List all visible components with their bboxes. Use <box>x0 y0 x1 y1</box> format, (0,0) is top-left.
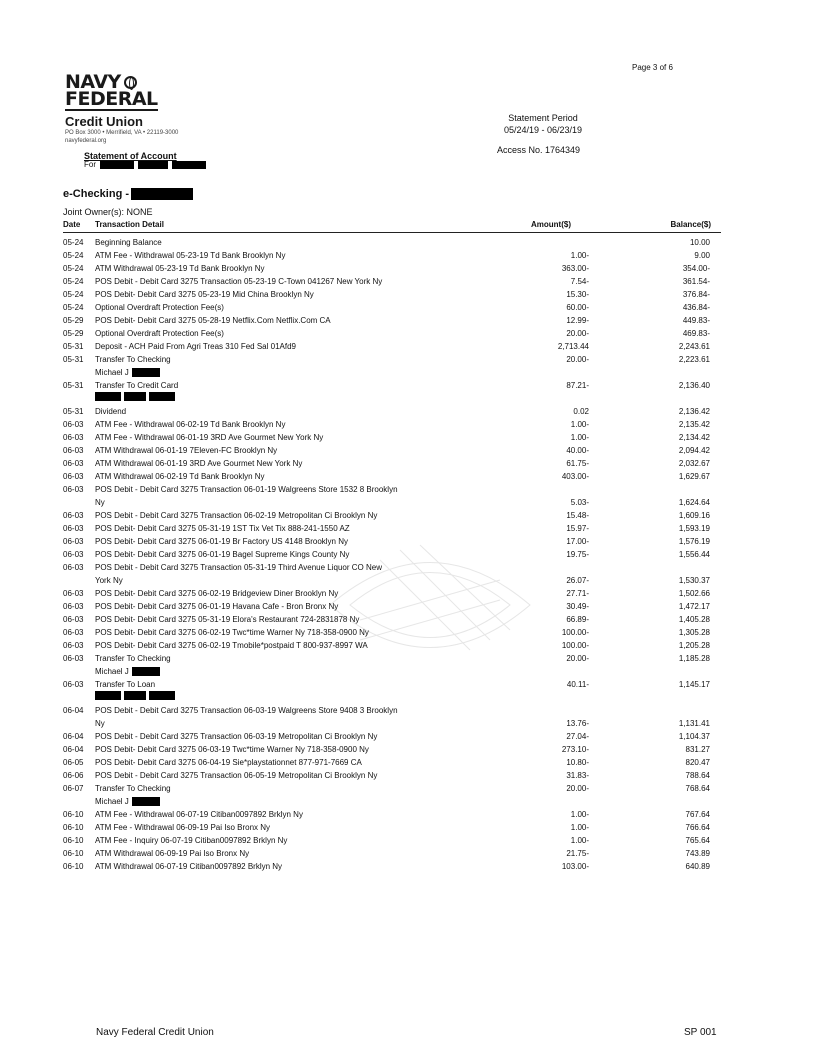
transaction-balance: 640.89 <box>685 862 710 871</box>
transaction-detail: POS Debit - Debit Card 3275 Transaction 06-01-19 Walgreens Store 1532 8 Brooklyn <box>95 485 398 494</box>
transaction-amount: 1.00- <box>570 420 589 429</box>
transaction-row <box>63 301 721 314</box>
transaction-date: 06-10 <box>63 849 84 858</box>
transaction-amount: 21.75- <box>566 849 589 858</box>
transaction-detail: POS Debit- Debit Card 3275 06-02-19 Twc*time Warner Ny 718-358-0900 Ny <box>95 628 369 637</box>
logo-line-federal: FEDERAL <box>65 88 158 110</box>
transaction-balance: 788.64 <box>685 771 710 780</box>
transaction-detail: ATM Withdrawal 06-01-19 3RD Ave Gourmet New York Ny <box>95 459 303 468</box>
transaction-amount: 100.00- <box>561 641 589 650</box>
transaction-balance: 436.84- <box>682 303 710 312</box>
logo-credit-union: Credit Union <box>65 114 143 129</box>
transaction-balance: 1,629.67 <box>678 472 710 481</box>
transaction-detail: ATM Fee - Withdrawal 05-23-19 Td Bank Brooklyn Ny <box>95 251 286 260</box>
transaction-amount: 2,713.44 <box>557 342 589 351</box>
transaction-amount: 19.75- <box>566 550 589 559</box>
statement-for <box>84 160 206 169</box>
header-balance: Balance($) <box>670 220 711 229</box>
transaction-detail: POS Debit- Debit Card 3275 05-31-19 1ST Tix Vet Tix 888-241-1550 AZ <box>95 524 350 533</box>
transaction-balance: 765.64 <box>685 836 710 845</box>
transaction-amount: 13.76- <box>566 719 589 728</box>
transaction-date: 06-10 <box>63 823 84 832</box>
header-amount: Amount($) <box>531 220 571 229</box>
transaction-balance: 743.89 <box>685 849 710 858</box>
transaction-row <box>63 717 721 730</box>
transaction-balance: 1,205.28 <box>678 641 710 650</box>
page-number: Page 3 of 6 <box>632 63 673 72</box>
transaction-detail: Transfer To Checking <box>95 654 171 663</box>
transaction-balance: 1,104.37 <box>678 732 710 741</box>
transaction-date: 06-03 <box>63 589 84 598</box>
transaction-date: 05-24 <box>63 238 84 247</box>
transaction-row <box>63 652 721 665</box>
transaction-amount: 1.00- <box>570 836 589 845</box>
transaction-date: 06-05 <box>63 758 84 767</box>
transaction-date: 06-04 <box>63 732 84 741</box>
transaction-balance: 354.00- <box>682 264 710 273</box>
transaction-balance: 1,502.66 <box>678 589 710 598</box>
transaction-row <box>63 431 721 444</box>
transaction-row <box>63 314 721 327</box>
transaction-date: 06-03 <box>63 433 84 442</box>
transaction-date: 06-03 <box>63 615 84 624</box>
transaction-date: 05-31 <box>63 342 84 351</box>
transaction-row <box>63 496 721 509</box>
transaction-balance: 767.64 <box>685 810 710 819</box>
transaction-row <box>63 509 721 522</box>
transaction-date: 06-03 <box>63 524 84 533</box>
transaction-detail: POS Debit- Debit Card 3275 06-01-19 Bagel Supreme Kings County Ny <box>95 550 350 559</box>
transaction-date: 06-03 <box>63 511 84 520</box>
transaction-balance: 376.84- <box>682 290 710 299</box>
redaction-box <box>132 797 160 806</box>
transaction-balance: 361.54- <box>682 277 710 286</box>
transaction-detail: Dividend <box>95 407 127 416</box>
transaction-amount: 7.54- <box>570 277 589 286</box>
transaction-date: 06-04 <box>63 706 84 715</box>
transaction-row <box>63 483 721 496</box>
transaction-row <box>63 249 721 262</box>
redaction-box <box>124 392 146 401</box>
transaction-date: 06-03 <box>63 459 84 468</box>
transaction-date: 06-03 <box>63 485 84 494</box>
transaction-detail: Transfer To Checking <box>95 784 171 793</box>
transaction-detail: POS Debit - Debit Card 3275 Transaction 05-31-19 Third Avenue Liquor CO New <box>95 563 382 572</box>
transaction-balance: 1,609.16 <box>678 511 710 520</box>
transaction-amount: 12.99- <box>566 316 589 325</box>
transaction-row <box>63 262 721 275</box>
header-detail: Transaction Detail <box>95 220 164 229</box>
transaction-detail: Transfer To Credit Card <box>95 381 179 390</box>
transaction-detail: ATM Fee - Inquiry 06-07-19 Citiban0097892 Brklyn Ny <box>95 836 288 845</box>
transaction-date: 05-29 <box>63 316 84 325</box>
transaction-list <box>63 236 721 873</box>
transaction-date: 05-29 <box>63 329 84 338</box>
transaction-date: 06-03 <box>63 563 84 572</box>
transaction-amount: 66.89- <box>566 615 589 624</box>
transaction-amount: 27.04- <box>566 732 589 741</box>
transaction-balance: 449.83- <box>682 316 710 325</box>
transaction-amount: 30.49- <box>566 602 589 611</box>
transaction-amount: 1.00- <box>570 810 589 819</box>
transaction-date: 06-03 <box>63 420 84 429</box>
transaction-detail: Ny <box>95 498 105 507</box>
transaction-date: 06-10 <box>63 836 84 845</box>
transaction-row <box>63 236 721 249</box>
transaction-detail: POS Debit - Debit Card 3275 Transaction 06-03-19 Metropolitan Ci Brooklyn Ny <box>95 732 378 741</box>
transaction-date: 06-03 <box>63 680 84 689</box>
transaction-amount: 40.00- <box>566 446 589 455</box>
transaction-balance: 2,135.42 <box>678 420 710 429</box>
transaction-detail: ATM Withdrawal 06-02-19 Td Bank Brooklyn Ny <box>95 472 265 481</box>
statement-period <box>500 112 586 136</box>
transaction-row <box>63 405 721 418</box>
transaction-detail: POS Debit- Debit Card 3275 06-03-19 Twc*time Warner Ny 718-358-0900 Ny <box>95 745 369 754</box>
transaction-row <box>63 639 721 652</box>
transaction-amount: 363.00- <box>561 264 589 273</box>
transaction-row <box>63 522 721 535</box>
transaction-balance: 2,136.40 <box>678 381 710 390</box>
transaction-amount: 15.30- <box>566 290 589 299</box>
transaction-row <box>63 574 721 587</box>
redaction-box <box>172 161 206 169</box>
transaction-date: 06-10 <box>63 862 84 871</box>
transaction-amount: 15.48- <box>566 511 589 520</box>
transaction-row <box>63 275 721 288</box>
transaction-row <box>63 847 721 860</box>
transaction-row <box>63 379 721 392</box>
subline-content <box>95 366 160 379</box>
subline-text: Michael J <box>95 368 129 377</box>
transaction-amount: 20.00- <box>566 355 589 364</box>
redaction-box <box>132 368 160 377</box>
transaction-row <box>63 600 721 613</box>
transaction-date: 06-10 <box>63 810 84 819</box>
transaction-amount: 10.80- <box>566 758 589 767</box>
transaction-balance: 469.83- <box>682 329 710 338</box>
logo-address: PO Box 3000 • Merrifield, VA • 22119-3000 <box>65 130 179 136</box>
transaction-balance: 1,530.37 <box>678 576 710 585</box>
footer-institution: Navy Federal Credit Union <box>96 1027 214 1038</box>
logo-website: navyfederal.org <box>65 138 107 144</box>
transaction-date: 05-24 <box>63 251 84 260</box>
transaction-row <box>63 834 721 847</box>
transaction-detail: Optional Overdraft Protection Fee(s) <box>95 303 224 312</box>
transaction-detail: POS Debit- Debit Card 3275 06-02-19 Bridgeview Diner Brooklyn Ny <box>95 589 339 598</box>
transaction-balance: 831.27 <box>685 745 710 754</box>
transaction-row <box>63 535 721 548</box>
transaction-balance: 1,185.28 <box>678 654 710 663</box>
transaction-detail: ATM Fee - Withdrawal 06-01-19 3RD Ave Gourmet New York Ny <box>95 433 324 442</box>
subline-text: Michael J <box>95 797 129 806</box>
transaction-row <box>63 340 721 353</box>
transaction-row <box>63 470 721 483</box>
transaction-amount: 5.03- <box>570 498 589 507</box>
transaction-amount: 1.00- <box>570 823 589 832</box>
subline-content <box>95 665 160 678</box>
statement-period-label: Statement Period <box>508 113 578 123</box>
transaction-row <box>63 626 721 639</box>
transaction-subline <box>63 691 721 704</box>
transaction-subline <box>63 392 721 405</box>
access-number: Access No. 1764349 <box>497 145 581 155</box>
redaction-box <box>131 188 193 200</box>
transaction-row <box>63 769 721 782</box>
transaction-row <box>63 821 721 834</box>
transaction-detail: POS Debit- Debit Card 3275 06-04-19 Sie*playstationnet 877-971-7669 CA <box>95 758 362 767</box>
transaction-date: 05-31 <box>63 355 84 364</box>
transaction-row <box>63 730 721 743</box>
transaction-detail: ATM Withdrawal 06-07-19 Citiban0097892 Brklyn Ny <box>95 862 283 871</box>
transaction-amount: 61.75- <box>566 459 589 468</box>
transaction-amount: 403.00- <box>561 472 589 481</box>
transaction-row <box>63 548 721 561</box>
transaction-balance: 1,593.19 <box>678 524 710 533</box>
subline-content <box>95 691 175 700</box>
transaction-amount: 40.11- <box>566 680 589 689</box>
account-title-text: e-Checking - <box>63 188 130 200</box>
transaction-amount: 87.21- <box>566 381 589 390</box>
navy-federal-logo <box>65 71 215 145</box>
transaction-row <box>63 782 721 795</box>
transaction-detail: POS Debit - Debit Card 3275 Transaction 05-23-19 C-Town 041267 New York Ny <box>95 277 383 286</box>
redaction-box <box>149 392 175 401</box>
transaction-balance: 1,556.44 <box>678 550 710 559</box>
transaction-date: 05-24 <box>63 277 84 286</box>
transaction-row <box>63 808 721 821</box>
transaction-balance: 1,131.41 <box>678 719 710 728</box>
transaction-balance: 9.00 <box>694 251 710 260</box>
transaction-detail: ATM Withdrawal 06-01-19 7Eleven-FC Brooklyn Ny <box>95 446 278 455</box>
transaction-date: 06-03 <box>63 550 84 559</box>
statement-of-account-title: Statement of Account <box>84 151 177 161</box>
redaction-box <box>132 667 160 676</box>
transaction-date: 05-24 <box>63 290 84 299</box>
redaction-box <box>124 691 146 700</box>
transaction-detail: POS Debit - Debit Card 3275 Transaction 06-02-19 Metropolitan Ci Brooklyn Ny <box>95 511 378 520</box>
transaction-amount: 1.00- <box>570 251 589 260</box>
transaction-detail: POS Debit- Debit Card 3275 06-02-19 Tmobile*postpaid T 800-937-8997 WA <box>95 641 368 650</box>
transaction-subline <box>63 795 721 808</box>
transaction-date: 06-03 <box>63 628 84 637</box>
transaction-amount: 20.00- <box>566 654 589 663</box>
transaction-date: 06-03 <box>63 602 84 611</box>
transaction-detail: ATM Withdrawal 05-23-19 Td Bank Brooklyn Ny <box>95 264 265 273</box>
joint-owner: Joint Owner(s): NONE <box>63 207 153 217</box>
subline-content <box>95 795 160 808</box>
transaction-detail: ATM Fee - Withdrawal 06-09-19 Pai Iso Bronx Ny <box>95 823 271 832</box>
transaction-row <box>63 587 721 600</box>
globe-icon <box>124 76 137 89</box>
transaction-row <box>63 561 721 574</box>
transaction-row <box>63 444 721 457</box>
transaction-row <box>63 743 721 756</box>
transaction-row <box>63 860 721 873</box>
transaction-amount: 0.02 <box>573 407 589 416</box>
subline-content <box>95 392 175 401</box>
transaction-detail: POS Debit- Debit Card 3275 05-23-19 Mid China Brooklyn Ny <box>95 290 314 299</box>
transaction-date: 06-06 <box>63 771 84 780</box>
transaction-balance: 2,223.61 <box>678 355 710 364</box>
transaction-detail: Deposit - ACH Paid From Agri Treas 310 Fed Sal 01Afd9 <box>95 342 296 351</box>
transaction-amount: 100.00- <box>561 628 589 637</box>
transaction-balance: 1,405.28 <box>678 615 710 624</box>
transaction-date: 05-31 <box>63 407 84 416</box>
transaction-detail: POS Debit- Debit Card 3275 05-28-19 Netflix.Com Netflix.Com CA <box>95 316 331 325</box>
account-title <box>63 188 193 200</box>
redaction-box <box>149 691 175 700</box>
transaction-date: 05-31 <box>63 381 84 390</box>
transaction-amount: 273.10- <box>561 745 589 754</box>
transaction-detail: ATM Fee - Withdrawal 06-02-19 Td Bank Brooklyn Ny <box>95 420 286 429</box>
transaction-detail: POS Debit - Debit Card 3275 Transaction 06-05-19 Metropolitan Ci Brooklyn Ny <box>95 771 378 780</box>
transaction-balance: 766.64 <box>685 823 710 832</box>
transaction-amount: 15.97- <box>566 524 589 533</box>
transaction-row <box>63 353 721 366</box>
transaction-row <box>63 418 721 431</box>
transaction-balance: 1,305.28 <box>678 628 710 637</box>
transaction-date: 06-03 <box>63 537 84 546</box>
for-label: For <box>84 160 96 169</box>
transaction-date: 06-03 <box>63 446 84 455</box>
subline-text: Michael J <box>95 667 129 676</box>
transaction-date: 05-24 <box>63 303 84 312</box>
transaction-amount: 60.00- <box>566 303 589 312</box>
logo-navy-text: NAVY <box>65 71 121 93</box>
transaction-amount: 20.00- <box>566 784 589 793</box>
transaction-row <box>63 327 721 340</box>
transaction-detail: Transfer To Loan <box>95 680 156 689</box>
transaction-balance: 1,624.64 <box>678 498 710 507</box>
transaction-balance: 2,136.42 <box>678 407 710 416</box>
transaction-detail: Beginning Balance <box>95 238 162 247</box>
transaction-balance: 1,145.17 <box>678 680 710 689</box>
redaction-box <box>95 691 121 700</box>
transaction-detail: POS Debit - Debit Card 3275 Transaction 06-03-19 Walgreens Store 9408 3 Brooklyn <box>95 706 398 715</box>
transaction-balance: 1,472.17 <box>678 602 710 611</box>
transaction-date: 06-03 <box>63 472 84 481</box>
redaction-box <box>100 161 134 169</box>
transaction-detail: Transfer To Checking <box>95 355 171 364</box>
header-date: Date <box>63 220 81 229</box>
transaction-amount: 103.00- <box>561 862 589 871</box>
transaction-amount: 31.83- <box>566 771 589 780</box>
transaction-detail: Optional Overdraft Protection Fee(s) <box>95 329 224 338</box>
statement-period-range: 05/24/19 - 06/23/19 <box>503 125 583 135</box>
transaction-row <box>63 756 721 769</box>
transaction-date: 06-03 <box>63 641 84 650</box>
transaction-balance: 2,094.42 <box>678 446 710 455</box>
redaction-box <box>138 161 168 169</box>
transaction-detail: POS Debit- Debit Card 3275 05-31-19 Elora's Restaurant 724-2831878 Ny <box>95 615 360 624</box>
transaction-date: 05-24 <box>63 264 84 273</box>
transaction-detail: POS Debit- Debit Card 3275 06-01-19 Havana Cafe - Bron Bronx Ny <box>95 602 339 611</box>
transaction-balance: 1,576.19 <box>678 537 710 546</box>
transaction-balance: 10.00 <box>689 238 710 247</box>
transaction-row <box>63 457 721 470</box>
transaction-detail: York Ny <box>95 576 123 585</box>
transaction-balance: 2,243.61 <box>678 342 710 351</box>
transaction-row <box>63 678 721 691</box>
redaction-box <box>95 392 121 401</box>
transaction-date: 06-03 <box>63 654 84 663</box>
transaction-detail: Ny <box>95 719 105 728</box>
transaction-detail: ATM Withdrawal 06-09-19 Pai Iso Bronx Ny <box>95 849 250 858</box>
footer-code: SP 001 <box>684 1027 717 1038</box>
transaction-balance: 2,032.67 <box>678 459 710 468</box>
transaction-amount: 20.00- <box>566 329 589 338</box>
transaction-balance: 768.64 <box>685 784 710 793</box>
table-header <box>63 218 721 233</box>
transaction-amount: 26.07- <box>566 576 589 585</box>
transaction-detail: POS Debit- Debit Card 3275 06-01-19 Br Factory US 4148 Brooklyn Ny <box>95 537 349 546</box>
transaction-amount: 1.00- <box>570 433 589 442</box>
transaction-subline <box>63 665 721 678</box>
transaction-row <box>63 704 721 717</box>
transaction-row <box>63 613 721 626</box>
transaction-subline <box>63 366 721 379</box>
transaction-amount: 27.71- <box>566 589 589 598</box>
transaction-date: 06-07 <box>63 784 84 793</box>
transaction-date: 06-04 <box>63 745 84 754</box>
transaction-row <box>63 288 721 301</box>
transaction-detail: ATM Fee - Withdrawal 06-07-19 Citiban0097892 Brklyn Ny <box>95 810 303 819</box>
transaction-amount: 17.00- <box>566 537 589 546</box>
transaction-balance: 2,134.42 <box>678 433 710 442</box>
transaction-balance: 820.47 <box>685 758 710 767</box>
